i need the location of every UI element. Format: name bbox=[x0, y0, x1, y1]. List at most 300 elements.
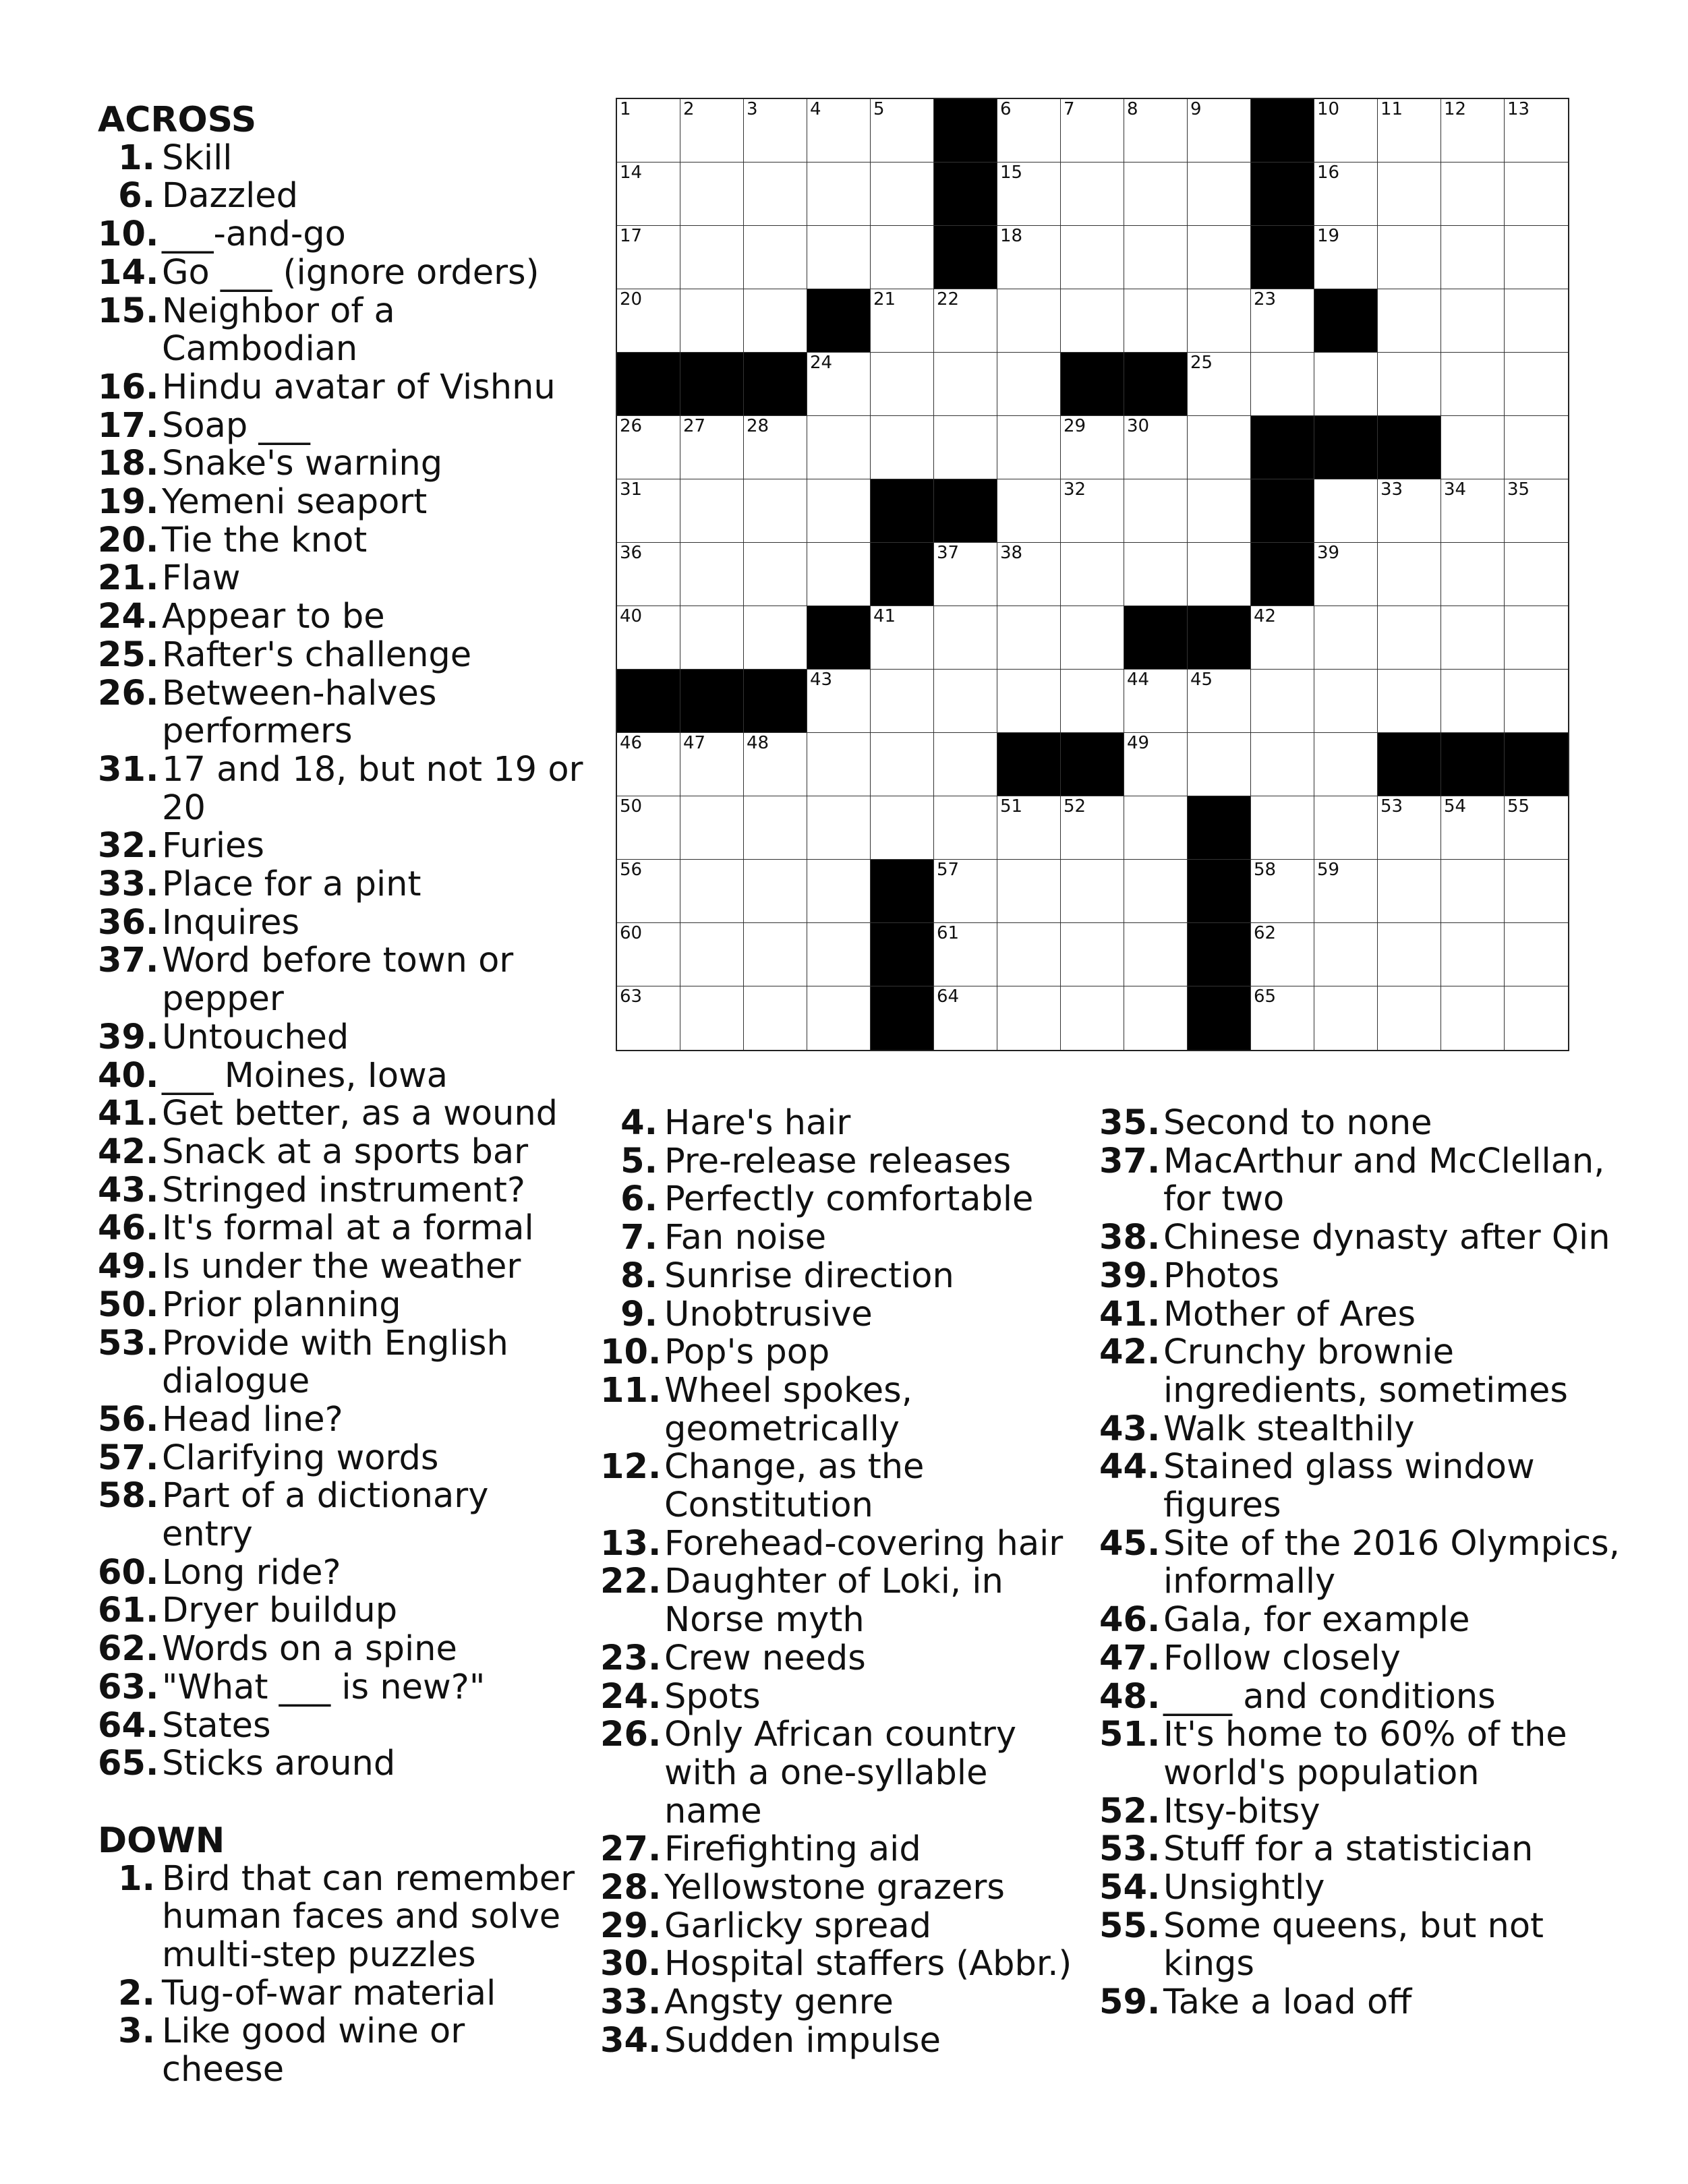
clue-number: 53. bbox=[98, 1323, 159, 1363]
grid-cell[interactable] bbox=[1314, 226, 1378, 289]
clue-number: 63. bbox=[98, 1667, 159, 1707]
grid-cell[interactable] bbox=[807, 670, 871, 733]
grid-cell[interactable] bbox=[680, 543, 744, 606]
grid-cell[interactable] bbox=[1441, 796, 1505, 860]
clue-number: 10. bbox=[600, 1332, 662, 1373]
grid-cell[interactable] bbox=[1124, 860, 1188, 923]
grid-cell[interactable] bbox=[934, 670, 997, 733]
clue-item bbox=[1099, 1640, 1625, 1678]
clue-number: 28. bbox=[600, 1868, 662, 1908]
grid-cell[interactable] bbox=[807, 226, 871, 289]
grid-block bbox=[1188, 923, 1251, 986]
clue-item bbox=[98, 942, 583, 1018]
clue-text: Inquires bbox=[162, 902, 300, 943]
grid-cell[interactable] bbox=[1188, 99, 1251, 163]
grid-cell[interactable] bbox=[744, 543, 807, 606]
grid-cell[interactable] bbox=[680, 733, 744, 796]
clue-item bbox=[600, 1372, 1086, 1448]
grid-cell[interactable] bbox=[997, 986, 1061, 1050]
clue-text: Pre-release releases bbox=[664, 1141, 1012, 1181]
clue-item bbox=[1099, 1258, 1625, 1296]
clue-item bbox=[1099, 1831, 1625, 1869]
clue-item bbox=[600, 1334, 1086, 1372]
cell-number: 28 bbox=[747, 416, 769, 436]
clue-number: 15. bbox=[98, 291, 159, 331]
clue-number: 33. bbox=[98, 864, 159, 905]
grid-cell[interactable] bbox=[1061, 860, 1124, 923]
clue-number: 20. bbox=[98, 520, 159, 560]
grid-cell[interactable] bbox=[1251, 796, 1314, 860]
grid-cell[interactable] bbox=[744, 796, 807, 860]
grid-cell[interactable] bbox=[934, 353, 997, 416]
grid-cell[interactable] bbox=[744, 986, 807, 1050]
grid-cell[interactable] bbox=[617, 226, 680, 289]
grid-cell[interactable] bbox=[1314, 860, 1378, 923]
clue-item bbox=[98, 2013, 583, 2089]
grid-cell[interactable] bbox=[1124, 543, 1188, 606]
grid-cell[interactable] bbox=[1441, 99, 1505, 163]
grid-cell[interactable] bbox=[1061, 163, 1124, 226]
clue-item bbox=[1099, 1296, 1625, 1334]
clue-item bbox=[1099, 1984, 1625, 2022]
grid-cell[interactable] bbox=[744, 733, 807, 796]
grid-cell[interactable] bbox=[1505, 163, 1568, 226]
grid-cell[interactable] bbox=[1314, 163, 1378, 226]
clue-item bbox=[98, 1669, 583, 1707]
clue-number: 46. bbox=[1099, 1600, 1161, 1641]
grid-cell[interactable] bbox=[1378, 479, 1441, 543]
grid-cell[interactable] bbox=[1314, 796, 1378, 860]
grid-cell[interactable] bbox=[680, 796, 744, 860]
grid-cell[interactable] bbox=[680, 289, 744, 353]
clue-text: Flaw bbox=[162, 558, 241, 599]
clue-text: Dryer buildup bbox=[162, 1591, 398, 1631]
grid-cell[interactable] bbox=[617, 289, 680, 353]
grid-cell[interactable] bbox=[617, 479, 680, 543]
grid-cell[interactable] bbox=[680, 226, 744, 289]
grid-cell[interactable] bbox=[1505, 670, 1568, 733]
grid-block bbox=[1188, 986, 1251, 1050]
clue-text: States bbox=[162, 1705, 271, 1746]
clue-number: 6. bbox=[620, 1179, 658, 1220]
grid-cell[interactable] bbox=[807, 733, 871, 796]
clue-number: 53. bbox=[1099, 1829, 1161, 1870]
grid-cell[interactable] bbox=[1251, 733, 1314, 796]
grid-cell[interactable] bbox=[1505, 479, 1568, 543]
grid-cell[interactable] bbox=[1441, 479, 1505, 543]
grid-cell[interactable] bbox=[1505, 986, 1568, 1050]
clue-item bbox=[98, 1745, 583, 1783]
clue-item bbox=[98, 827, 583, 866]
grid-cell[interactable] bbox=[1378, 353, 1441, 416]
grid-block bbox=[1251, 163, 1314, 226]
clue-item bbox=[98, 1133, 583, 1172]
grid-block bbox=[1378, 416, 1441, 479]
clue-number: 36. bbox=[98, 902, 159, 943]
clue-number: 25. bbox=[98, 634, 159, 675]
grid-cell[interactable] bbox=[1378, 543, 1441, 606]
grid-cell[interactable] bbox=[1314, 923, 1378, 986]
clue-item bbox=[98, 1440, 583, 1478]
grid-cell[interactable] bbox=[871, 289, 934, 353]
grid-block bbox=[1251, 99, 1314, 163]
grid-cell[interactable] bbox=[871, 733, 934, 796]
grid-cell[interactable] bbox=[1505, 289, 1568, 353]
grid-cell[interactable] bbox=[1251, 353, 1314, 416]
grid-cell[interactable] bbox=[1061, 986, 1124, 1050]
cell-number: 6 bbox=[1000, 99, 1012, 119]
grid-cell[interactable] bbox=[807, 99, 871, 163]
clue-item bbox=[98, 675, 583, 751]
grid-cell[interactable] bbox=[1188, 226, 1251, 289]
cell-number: 46 bbox=[620, 733, 643, 753]
clue-text: Neighbor of a Cambodian bbox=[162, 291, 395, 370]
cell-number: 37 bbox=[937, 543, 960, 563]
clue-text: Sudden impulse bbox=[664, 2020, 941, 2061]
grid-cell[interactable] bbox=[997, 353, 1061, 416]
clue-item bbox=[98, 483, 583, 522]
clue-number: 21. bbox=[98, 558, 159, 599]
grid-cell[interactable] bbox=[934, 289, 997, 353]
grid-cell[interactable] bbox=[997, 163, 1061, 226]
clue-number: 27. bbox=[600, 1829, 662, 1870]
grid-block bbox=[680, 670, 744, 733]
grid-cell[interactable] bbox=[1188, 543, 1251, 606]
grid-cell[interactable] bbox=[617, 606, 680, 670]
clue-text: Chinese dynasty after Qin bbox=[1163, 1218, 1610, 1258]
clue-number: 43. bbox=[98, 1170, 159, 1210]
grid-cell[interactable] bbox=[997, 796, 1061, 860]
grid-cell[interactable] bbox=[1441, 226, 1505, 289]
grid-cell[interactable] bbox=[871, 99, 934, 163]
grid-cell[interactable] bbox=[934, 543, 997, 606]
grid-cell[interactable] bbox=[997, 606, 1061, 670]
grid-cell[interactable] bbox=[1441, 606, 1505, 670]
grid-cell[interactable] bbox=[1505, 543, 1568, 606]
grid-cell[interactable] bbox=[744, 289, 807, 353]
grid-cell[interactable] bbox=[1061, 796, 1124, 860]
grid-cell[interactable] bbox=[680, 99, 744, 163]
grid-cell[interactable] bbox=[871, 353, 934, 416]
clue-number: 14. bbox=[98, 252, 159, 293]
grid-cell[interactable] bbox=[1124, 99, 1188, 163]
clue-item bbox=[98, 1592, 583, 1630]
grid-cell[interactable] bbox=[1061, 670, 1124, 733]
grid-cell[interactable] bbox=[807, 416, 871, 479]
grid-cell[interactable] bbox=[1505, 99, 1568, 163]
grid-block bbox=[934, 479, 997, 543]
grid-block bbox=[871, 986, 934, 1050]
grid-cell[interactable] bbox=[680, 606, 744, 670]
grid-cell[interactable] bbox=[680, 163, 744, 226]
grid-cell[interactable] bbox=[871, 163, 934, 226]
cell-number: 21 bbox=[873, 289, 896, 309]
grid-cell[interactable] bbox=[997, 99, 1061, 163]
grid-cell[interactable] bbox=[744, 606, 807, 670]
grid-cell[interactable] bbox=[807, 163, 871, 226]
grid-cell[interactable] bbox=[1124, 796, 1188, 860]
grid-cell[interactable] bbox=[1061, 226, 1124, 289]
grid-cell[interactable] bbox=[1378, 99, 1441, 163]
grid-cell[interactable] bbox=[617, 923, 680, 986]
grid-cell[interactable] bbox=[807, 860, 871, 923]
grid-cell[interactable] bbox=[1314, 99, 1378, 163]
clue-text: Soap ___ bbox=[162, 405, 310, 446]
clue-text: Unsightly bbox=[1163, 1868, 1325, 1908]
clue-number: 17. bbox=[98, 405, 159, 446]
clue-text: Second to none bbox=[1163, 1103, 1432, 1143]
grid-cell[interactable] bbox=[934, 416, 997, 479]
grid-cell[interactable] bbox=[934, 860, 997, 923]
grid-cell[interactable] bbox=[1441, 416, 1505, 479]
grid-cell[interactable] bbox=[617, 860, 680, 923]
grid-cell[interactable] bbox=[1441, 923, 1505, 986]
grid-cell[interactable] bbox=[617, 163, 680, 226]
grid-cell[interactable] bbox=[1124, 163, 1188, 226]
clue-text: It's home to 60% of the world's population bbox=[1163, 1715, 1567, 1793]
grid-cell[interactable] bbox=[934, 606, 997, 670]
clue-item bbox=[98, 598, 583, 637]
grid-cell[interactable] bbox=[1441, 353, 1505, 416]
grid-cell[interactable] bbox=[1124, 479, 1188, 543]
grid-cell[interactable] bbox=[934, 923, 997, 986]
clue-item bbox=[600, 1181, 1086, 1219]
clue-text: MacArthur and McClellan, for two bbox=[1163, 1141, 1605, 1220]
grid-cell[interactable] bbox=[1441, 163, 1505, 226]
grid-cell[interactable] bbox=[997, 289, 1061, 353]
clue-text: Perfectly comfortable bbox=[664, 1179, 1034, 1220]
grid-cell[interactable] bbox=[1505, 416, 1568, 479]
grid-cell[interactable] bbox=[1124, 226, 1188, 289]
grid-cell[interactable] bbox=[871, 226, 934, 289]
grid-cell[interactable] bbox=[1314, 353, 1378, 416]
grid-cell[interactable] bbox=[1378, 796, 1441, 860]
clue-number: 64. bbox=[98, 1705, 159, 1746]
grid-cell[interactable] bbox=[744, 226, 807, 289]
grid-block bbox=[1251, 226, 1314, 289]
cell-number: 25 bbox=[1190, 353, 1213, 373]
grid-cell[interactable] bbox=[680, 479, 744, 543]
grid-cell[interactable] bbox=[997, 860, 1061, 923]
grid-cell[interactable] bbox=[1378, 986, 1441, 1050]
grid-cell[interactable] bbox=[1124, 289, 1188, 353]
grid-cell[interactable] bbox=[997, 416, 1061, 479]
grid-cell[interactable] bbox=[1188, 163, 1251, 226]
grid-cell[interactable] bbox=[1378, 860, 1441, 923]
grid-cell[interactable] bbox=[871, 796, 934, 860]
cell-number: 30 bbox=[1127, 416, 1150, 436]
grid-cell[interactable] bbox=[1061, 923, 1124, 986]
grid-cell[interactable] bbox=[807, 543, 871, 606]
grid-cell[interactable] bbox=[1061, 289, 1124, 353]
cell-number: 34 bbox=[1444, 479, 1467, 500]
cell-number: 48 bbox=[747, 733, 769, 753]
cell-number: 11 bbox=[1380, 99, 1403, 119]
clue-item bbox=[98, 866, 583, 904]
grid-cell[interactable] bbox=[617, 416, 680, 479]
grid-cell[interactable] bbox=[1314, 986, 1378, 1050]
grid-cell[interactable] bbox=[1251, 923, 1314, 986]
down-heading: DOWN bbox=[98, 1820, 225, 1861]
grid-cell[interactable] bbox=[1124, 670, 1188, 733]
grid-cell[interactable] bbox=[1505, 353, 1568, 416]
grid-cell[interactable] bbox=[807, 479, 871, 543]
grid-cell[interactable] bbox=[1188, 289, 1251, 353]
grid-cell[interactable] bbox=[997, 543, 1061, 606]
grid-cell[interactable] bbox=[1505, 923, 1568, 986]
grid-cell[interactable] bbox=[997, 923, 1061, 986]
grid-cell[interactable] bbox=[997, 479, 1061, 543]
grid-cell[interactable] bbox=[1441, 543, 1505, 606]
grid-cell[interactable] bbox=[1314, 670, 1378, 733]
grid-cell[interactable] bbox=[1441, 860, 1505, 923]
clue-number: 8. bbox=[620, 1256, 658, 1296]
cell-number: 55 bbox=[1507, 796, 1530, 817]
grid-block bbox=[1188, 606, 1251, 670]
grid-cell[interactable] bbox=[1378, 670, 1441, 733]
grid-cell[interactable] bbox=[1061, 99, 1124, 163]
grid-cell[interactable] bbox=[1314, 606, 1378, 670]
clue-item bbox=[98, 254, 583, 293]
cell-number: 18 bbox=[1000, 226, 1023, 246]
grid-cell[interactable] bbox=[1251, 670, 1314, 733]
grid-cell[interactable] bbox=[1505, 860, 1568, 923]
grid-cell[interactable] bbox=[617, 796, 680, 860]
grid-cell[interactable] bbox=[1441, 289, 1505, 353]
grid-cell[interactable] bbox=[1505, 226, 1568, 289]
grid-block bbox=[617, 670, 680, 733]
grid-cell[interactable] bbox=[680, 923, 744, 986]
grid-cell[interactable] bbox=[1505, 606, 1568, 670]
clue-text: Snack at a sports bar bbox=[162, 1131, 529, 1172]
grid-cell[interactable] bbox=[744, 163, 807, 226]
clue-text: ___-and-go bbox=[162, 214, 346, 255]
grid-cell[interactable] bbox=[934, 986, 997, 1050]
grid-cell[interactable] bbox=[807, 353, 871, 416]
grid-cell[interactable] bbox=[1314, 543, 1378, 606]
grid-cell[interactable] bbox=[807, 796, 871, 860]
clue-item bbox=[98, 216, 583, 254]
clue-number: 41. bbox=[1099, 1294, 1161, 1334]
grid-cell[interactable] bbox=[1251, 860, 1314, 923]
grid-cell[interactable] bbox=[1061, 479, 1124, 543]
grid-cell[interactable] bbox=[1378, 163, 1441, 226]
cell-number: 62 bbox=[1254, 923, 1277, 943]
grid-cell[interactable] bbox=[1188, 479, 1251, 543]
grid-cell[interactable] bbox=[807, 986, 871, 1050]
grid-cell[interactable] bbox=[1188, 416, 1251, 479]
clue-item bbox=[98, 1095, 583, 1133]
cell-number: 45 bbox=[1190, 670, 1213, 690]
clue-number: 34. bbox=[600, 2020, 662, 2061]
clue-item bbox=[1099, 1411, 1625, 1449]
clue-text: Hindu avatar of Vishnu bbox=[162, 367, 556, 407]
grid-cell[interactable] bbox=[1188, 670, 1251, 733]
clue-item bbox=[1099, 1869, 1625, 1908]
clue-number: 46. bbox=[98, 1208, 159, 1249]
grid-cell[interactable] bbox=[1251, 986, 1314, 1050]
grid-cell[interactable] bbox=[1505, 796, 1568, 860]
grid-cell[interactable] bbox=[617, 986, 680, 1050]
grid-cell[interactable] bbox=[1251, 606, 1314, 670]
clue-number: 47. bbox=[1099, 1638, 1161, 1678]
clue-number: 18. bbox=[98, 444, 159, 484]
clue-item bbox=[98, 1287, 583, 1325]
grid-cell[interactable] bbox=[744, 923, 807, 986]
grid-cell[interactable] bbox=[871, 606, 934, 670]
grid-cell[interactable] bbox=[1124, 416, 1188, 479]
clue-number: 54. bbox=[1099, 1868, 1161, 1908]
grid-block bbox=[1505, 733, 1568, 796]
grid-cell[interactable] bbox=[871, 416, 934, 479]
grid-cell[interactable] bbox=[1378, 289, 1441, 353]
grid-cell[interactable] bbox=[934, 733, 997, 796]
clue-number: 45. bbox=[1099, 1523, 1161, 1564]
clue-item bbox=[600, 1908, 1086, 1946]
clue-item bbox=[98, 1401, 583, 1440]
grid-cell[interactable] bbox=[1378, 923, 1441, 986]
grid-cell[interactable] bbox=[1188, 733, 1251, 796]
clue-text: Furies bbox=[162, 826, 264, 866]
clue-column-right bbox=[1099, 1104, 1625, 2022]
clue-item bbox=[98, 1248, 583, 1287]
grid-cell[interactable] bbox=[1314, 479, 1378, 543]
grid-cell[interactable] bbox=[871, 670, 934, 733]
grid-cell[interactable] bbox=[744, 416, 807, 479]
clue-text: Site of the 2016 Olympics, informally bbox=[1163, 1523, 1620, 1602]
clue-number: 11. bbox=[600, 1370, 662, 1411]
clue-item bbox=[600, 1258, 1086, 1296]
grid-block bbox=[934, 163, 997, 226]
grid-cell[interactable] bbox=[934, 796, 997, 860]
grid-cell[interactable] bbox=[997, 670, 1061, 733]
grid-cell[interactable] bbox=[617, 99, 680, 163]
grid-cell[interactable] bbox=[1124, 923, 1188, 986]
grid-block bbox=[807, 289, 871, 353]
grid-cell[interactable] bbox=[1441, 986, 1505, 1050]
grid-cell[interactable] bbox=[617, 733, 680, 796]
clue-text: ___ Moines, Iowa bbox=[162, 1055, 448, 1096]
grid-cell[interactable] bbox=[680, 860, 744, 923]
grid-cell[interactable] bbox=[1061, 416, 1124, 479]
cell-number: 47 bbox=[683, 733, 706, 753]
grid-cell[interactable] bbox=[1441, 670, 1505, 733]
grid-cell[interactable] bbox=[1124, 986, 1188, 1050]
clue-item bbox=[98, 1554, 583, 1593]
grid-cell[interactable] bbox=[744, 860, 807, 923]
grid-cell[interactable] bbox=[1124, 733, 1188, 796]
grid-cell[interactable] bbox=[617, 543, 680, 606]
grid-cell[interactable] bbox=[744, 479, 807, 543]
cell-number: 12 bbox=[1444, 99, 1467, 119]
grid-cell[interactable] bbox=[997, 226, 1061, 289]
grid-cell[interactable] bbox=[680, 416, 744, 479]
grid-cell[interactable] bbox=[1251, 289, 1314, 353]
cell-number: 58 bbox=[1254, 860, 1277, 880]
grid-cell[interactable] bbox=[1061, 606, 1124, 670]
grid-cell[interactable] bbox=[1378, 226, 1441, 289]
grid-cell[interactable] bbox=[1188, 353, 1251, 416]
clue-number: 16. bbox=[98, 367, 159, 407]
clue-item bbox=[98, 177, 583, 216]
grid-cell[interactable] bbox=[807, 923, 871, 986]
grid-cell[interactable] bbox=[744, 99, 807, 163]
grid-cell[interactable] bbox=[1314, 733, 1378, 796]
grid-cell[interactable] bbox=[1061, 543, 1124, 606]
grid-cell[interactable] bbox=[1378, 606, 1441, 670]
grid-cell[interactable] bbox=[680, 986, 744, 1050]
cell-number: 54 bbox=[1444, 796, 1467, 817]
